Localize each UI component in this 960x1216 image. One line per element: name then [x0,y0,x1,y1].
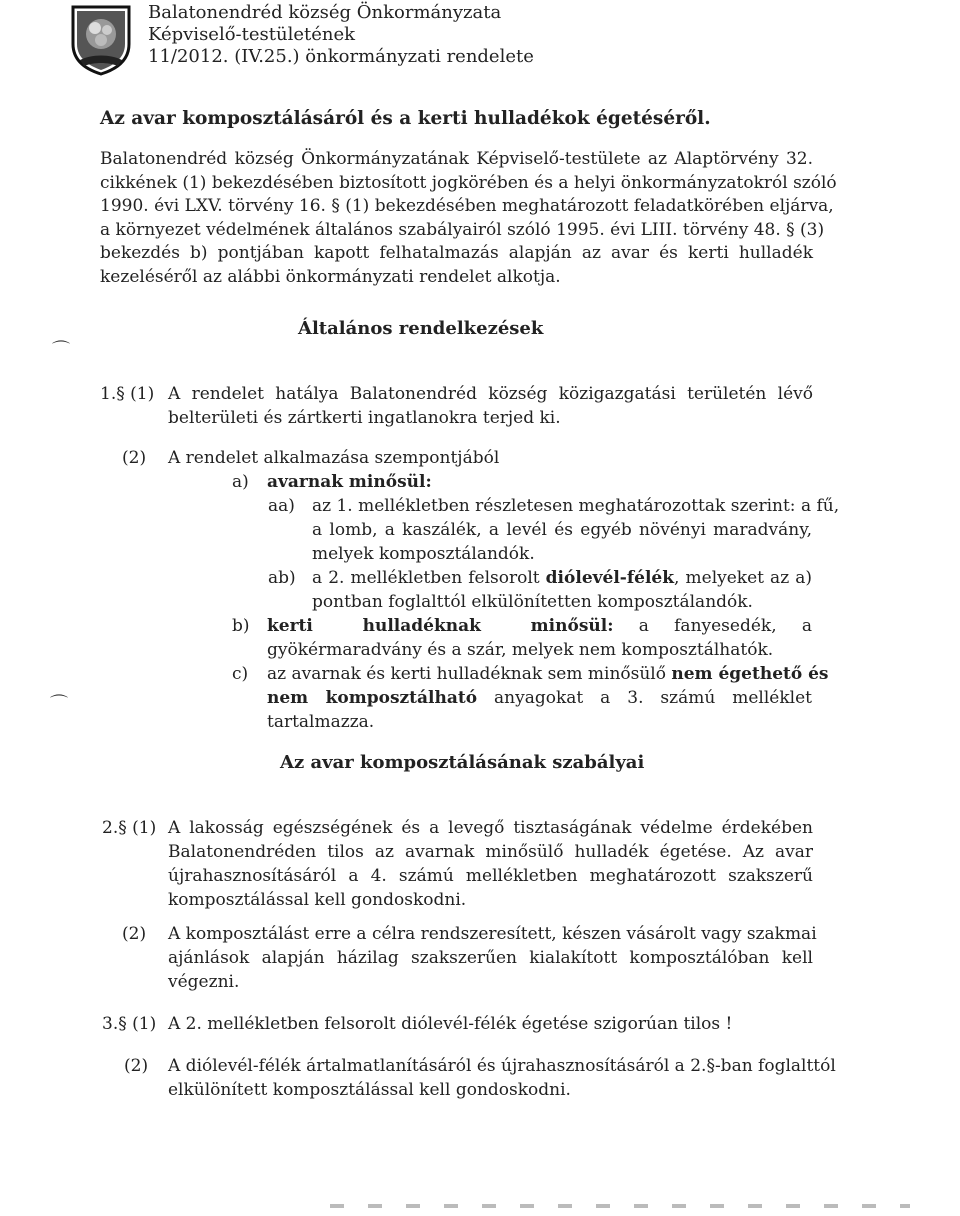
preamble-line: a környezet védelmének általános szabályairól szóló 1995. évi LIII. törvény 48. § (3) [100,219,825,240]
item-text: gyökérmaradvány és a szár, melyek nem komposztálhatók. [267,640,774,660]
text-run: anyagokat a 3. számú melléklet [477,688,812,708]
text-run: a fanyesedék, a [613,616,812,636]
section-heading-composting-rules: Az avar komposztálásának szabályai [280,752,645,773]
text-run: az avarnak és kerti hulladéknak sem minősülő [267,664,672,684]
preamble-line: Balatonendréd község Önkormányzatának Képviselő-testülete az Alaptörvény 32. [100,149,813,169]
preamble-line: 1990. évi LXV. törvény 16. § (1) bekezdésében meghatározott feladatkörében eljárva, [100,196,834,216]
subitem-text [312,566,812,590]
paragraph-text: A diólevél-félék ártalmatlanításáról és újrahasznosításáról a 2.§-ban foglalttól [168,1056,836,1076]
coat-of-arms-icon [70,4,132,76]
subitem-label: aa) [268,496,295,516]
paragraph-number: 3.§ (1) [102,1014,157,1034]
paragraph-number: (2) [124,1056,149,1076]
bold-term: nem égethető és [671,664,829,684]
paragraph-number: (2) [122,448,147,468]
paragraph-number: 2.§ (1) [102,818,157,838]
paragraph-text: újrahasznosításáról a 4. számú mellékletben meghatározott szakszerű [168,866,813,886]
subitem-label: ab) [268,568,296,588]
paragraph-text: komposztálással kell gondoskodni. [168,890,467,910]
paragraph-text: A lakosság egészségének és a levegő tisztaságának védelme érdekében [168,818,813,838]
bold-term: nem komposztálható [267,688,478,708]
paragraph-text: Balatonendréden tilos az avarnak minősülő hulladék égetése. Az avar [168,842,813,862]
item-text [267,614,812,638]
preamble [100,148,837,289]
preamble-line: bekezdés b) pontjában kapott felhatalmazás alapján az avar és kerti hulladék [100,243,813,263]
paragraph-text: ajánlások alapján házilag szakszerűen kialakított komposztálóban kell [168,948,813,968]
paragraph-text: A rendelet alkalmazása szempontjából [168,448,500,468]
item-text [267,662,829,686]
subitem-text: pontban foglalttól elkülönítetten komposztálandók. [312,592,753,612]
paragraph-text: elkülönített komposztálással kell gondoskodni. [168,1080,571,1100]
paragraph-text: A komposztálást erre a célra rendszeresített, készen vásárolt vagy szakmai [168,924,817,944]
scan-artifact [330,1204,910,1208]
text-run: a 2. mellékletben felsorolt [312,568,546,588]
margin-mark: ⌒ [50,694,68,715]
item-text: avarnak minősül: [267,472,432,492]
header-decree-number: 11/2012. (IV.25.) önkormányzati rendelete [148,46,534,67]
item-text: tartalmazza. [267,712,375,732]
subitem-text: a lomb, a kaszálék, a levél és egyéb növényi maradvány, [312,520,812,540]
subitem-text: melyek komposztálandók. [312,544,535,564]
item-text [267,686,812,710]
preamble-line: cikkének (1) bekezdésében biztosított jogkörében és a helyi önkormányzatokról szóló [100,172,837,193]
header-body: Képviselő-testületének [148,24,356,45]
item-label: c) [232,664,249,684]
bold-term: diólevél-félék [545,568,675,588]
section-heading-general: Általános rendelkezések [298,318,544,339]
subitem-text: az 1. mellékletben részletesen meghatározottak szerint: a fű, [312,496,840,516]
paragraph-text: belterületi és zártkerti ingatlanokra terjed ki. [168,408,561,428]
header-municipality: Balatonendréd község Önkormányzata [148,2,502,23]
item-label: b) [232,616,250,636]
bold-term: kerti hulladéknak minősül: [267,616,614,636]
document-title: Az avar komposztálásáról és a kerti hulladékok égetéséről. [100,108,711,129]
item-label: a) [232,472,249,492]
paragraph-text: végezni. [168,972,240,992]
paragraph-number: 1.§ (1) [100,384,155,404]
paragraph-number: (2) [122,924,147,944]
paragraph-text: A rendelet hatálya Balatonendréd község közigazgatási területén lévő [168,384,813,404]
text-run: , melyeket az a) [674,568,812,588]
margin-mark: ⌒ [52,340,70,361]
preamble-line: kezeléséről az alábbi önkormányzati rendelet alkotja. [100,266,561,287]
paragraph-text: A 2. mellékletben felsorolt diólevél-félék égetése szigorúan tilos ! [168,1014,733,1034]
